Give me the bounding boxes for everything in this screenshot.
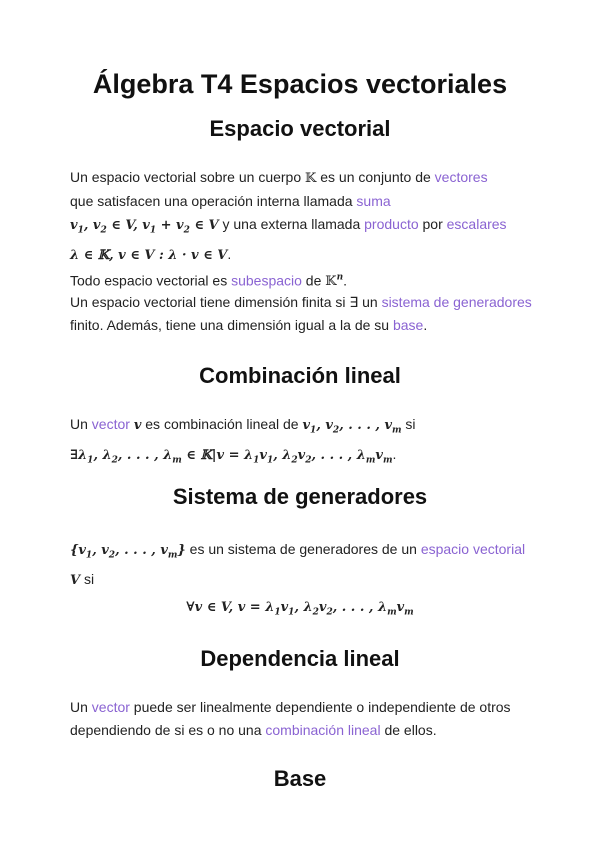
math-combinacion: $\exists\lambda_1$, $\lambda_2$, . . . , $\lambda_m$ ∈ 𝕂|v = $\lambda_1v_1$, $\lambda_2v_2$, . . . , $\lambda_mv_m$ <box>70 447 393 466</box>
math-K: 𝕂 <box>305 171 317 186</box>
heading-base: Base <box>273 766 327 791</box>
text: por <box>418 216 447 232</box>
link-vectores[interactable]: vectores <box>434 169 488 185</box>
heading-espacio-vectorial: Espacio vectorial <box>209 116 391 141</box>
paragraph-dependencia <box>70 696 550 742</box>
text: Un espacio vectorial tiene dimensión finita si ∃ un <box>70 294 382 310</box>
paragraph-sistema <box>70 538 550 592</box>
math-v-list: $v_1$, $v_2$, . . . , $v_m$ <box>302 418 402 436</box>
link-vector[interactable]: vector <box>91 416 130 432</box>
text: y una externa llamada <box>218 216 365 232</box>
text: es combinación lineal de <box>141 416 303 432</box>
text: de <box>301 271 326 288</box>
text: si <box>80 570 95 587</box>
heading-combinacion-lineal: Combinación lineal <box>199 363 401 388</box>
text: Un <box>70 416 92 432</box>
link-subespacio[interactable]: subespacio <box>231 271 302 288</box>
text: . <box>423 317 428 333</box>
text: si <box>401 416 416 432</box>
link-producto[interactable]: producto <box>364 216 419 232</box>
math-suma: $v_1$, $v_2$ ∈ V, $v_1 + v_2$ ∈ V <box>70 218 219 236</box>
text: puede ser linealmente dependiente o independiente de otros dependiendo de si es o no una <box>70 699 511 738</box>
math-Kn: 𝕂$^n$ <box>325 272 344 289</box>
math-v: v <box>133 418 142 433</box>
paragraph-dimension <box>70 291 550 337</box>
math-V: V <box>70 572 81 588</box>
text: finito. Además, tiene una dimensión igual a la de su <box>70 317 393 333</box>
text: es un sistema de generadores de un <box>185 541 421 557</box>
text: Un espacio vectorial sobre un cuerpo <box>70 169 306 185</box>
link-vector[interactable]: vector <box>91 699 130 715</box>
heading-dependencia-lineal: Dependencia lineal <box>200 646 400 671</box>
math-producto: λ ∈ 𝕂, v ∈ V : λ · v ∈ V <box>70 247 228 263</box>
link-combinacion-lineal[interactable]: combinación lineal <box>265 722 381 738</box>
math-formula-generadores <box>0 598 600 618</box>
math-set: {$v_1$, $v_2$, . . . , $v_m$} <box>70 543 186 561</box>
paragraph-espacio-definicion: Un espacio vectorial sobre un cuerpo 𝕂 es un conjunto de vectores que satisfacen una operación interna llamada suma $v_1$, $v_2$ ∈ V, $v_1 + v_2$ ∈ V y una externa llamada producto por escalares λ ∈ 𝕂, v ∈ V : λ · v ∈ V. Todo espacio vectorial es subespacio de 𝕂$^n$. <box>70 169 507 289</box>
text: de ellos. <box>380 722 437 738</box>
link-suma[interactable]: suma <box>356 193 391 209</box>
link-escalares[interactable]: escalares <box>446 216 507 232</box>
paragraph-combinacion: Un vector v es combinación lineal de $v_1$, $v_2$, . . . , $v_m$ si $\exists\lambda_1$, $\lambda_2$, . . . , $\lambda_m$ ∈ 𝕂|v = $\lambda_1v_1$, $\lambda_2v_2$, . . . , $\lambda_mv_m$. <box>70 416 416 466</box>
text: Todo espacio vectorial es <box>70 271 232 288</box>
math-forall: ∀v ∈ V, $v = \lambda_1v_1$, $\lambda_2v_2$, . . . , $\lambda_mv_m$ <box>186 600 414 618</box>
link-base[interactable]: base <box>392 317 424 333</box>
text: es un conjunto de <box>316 169 435 185</box>
heading-sistema-generadores: Sistema de generadores <box>172 484 428 509</box>
link-sistema-generadores[interactable]: sistema de generadores <box>381 294 532 310</box>
text: Un <box>70 699 92 715</box>
page-title: Álgebra T4 Espacios vectoriales <box>92 69 508 99</box>
text: que satisfacen una operación interna llamada <box>70 193 357 209</box>
link-espacio-vectorial[interactable]: espacio vectorial <box>420 541 526 557</box>
